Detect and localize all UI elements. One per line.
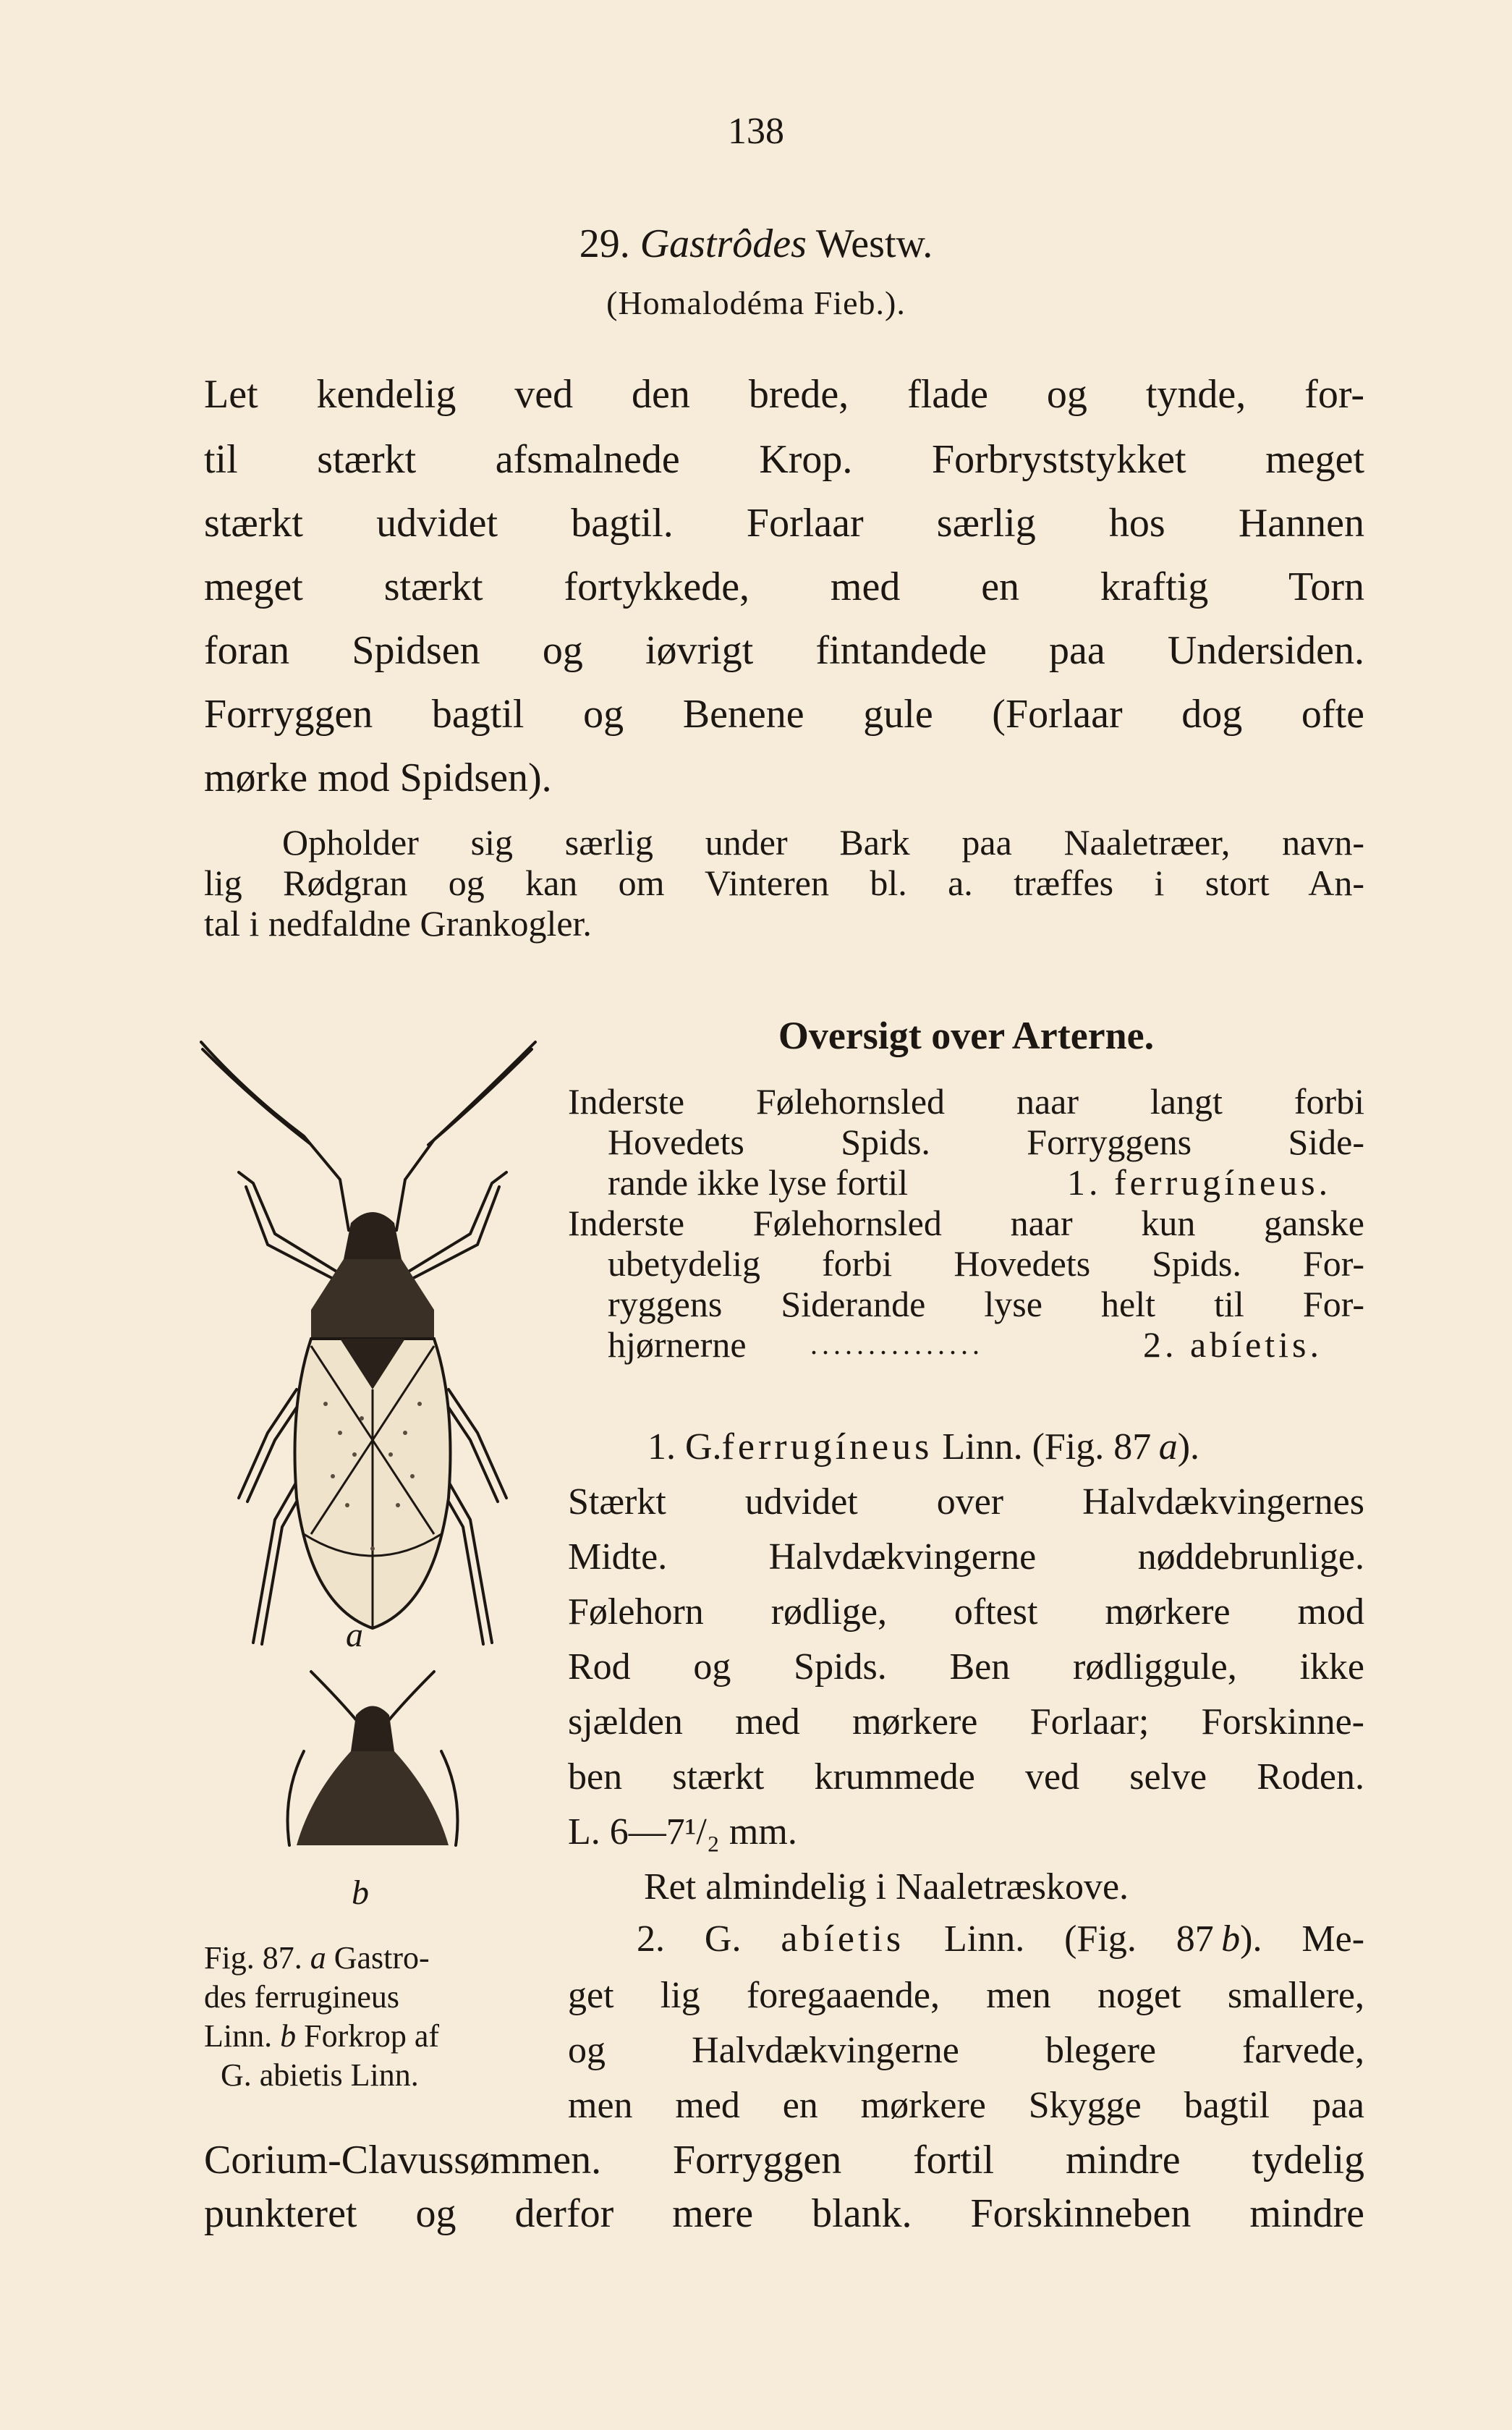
intro-line: Let kendelig ved den brede, flade og tynde, for- [204,372,1364,417]
species-2-line: get lig foregaaende, men noget smallere, [568,1975,1364,2016]
intro-line: foran Spidsen og iøvrigt fintandede paa Undersiden. [204,628,1364,673]
habitat-line: Opholder sig særlig under Bark paa Naaletræer, navn- [282,822,1364,863]
intro-line: meget stærkt fortykkede, med en kraftig Torn [204,564,1364,609]
key-line: Hovedets Spids. Forryggens Side- [608,1122,1364,1162]
figure-caption-line: des ferrugineus [204,1979,400,2015]
figure-caption-line: G. abietis Linn. [221,2057,419,2093]
key-line: Inderste Følehornsled naar langt forbi [568,1081,1364,1122]
intro-line: stærkt udvidet bagtil. Forlaar særlig hos Hannen [204,501,1364,546]
species-2-line: punkteret og derfor mere blank. Forskinneben mindre [204,2191,1364,2236]
habitat-line: tal i nedfaldne Grankogler. [204,903,592,944]
figure-87-illustration [195,1028,557,1925]
genus-name: Gastrôdes [640,221,807,266]
key-leader-dots: ............... [810,1328,984,1360]
key-line: rande ikke lyse fortil [608,1162,909,1203]
key-line: Inderste Følehornsled naar kun ganske [568,1203,1364,1243]
intro-line: til stærkt afsmalnede Krop. Forbryststykket meget [204,437,1364,482]
species-1-line: ben stærkt krummede ved selve Roden. [568,1756,1364,1798]
pronotum-a [311,1259,434,1339]
species-1-line: Følehorn rødlige, oftest mørkere mod [568,1591,1364,1633]
key-line: ryggens Siderande lyse helt til For- [608,1284,1364,1324]
key-line: hjørnerne [608,1324,747,1365]
intro-line: mørke mod Spidsen). [204,755,552,800]
genus-heading [0,221,1512,267]
species-2-line: men med en mørkere Skygge bagtil paa [568,2085,1364,2126]
head-b [351,1706,394,1752]
species-1-line: Midte. Halvdækvingerne nøddebrunlige. [568,1536,1364,1578]
figure-label-a: a [346,1616,363,1654]
pronotum-b [297,1751,449,1845]
overview-heading: Oversigt over Arterne. [778,1014,1155,1057]
key-result: 2. abíetis. [1143,1324,1323,1365]
page-number: 138 [728,111,784,152]
genus-author: Westw. [815,221,933,266]
head-a [344,1212,402,1259]
species-1-heading: 1. G.ferrugíneus Linn. (Fig. 87 a). [647,1426,1200,1468]
species-1-occurrence: Ret almindelig i Naaletræskove. [644,1866,1129,1908]
habitat-line: lig Rødgran og kan om Vinteren bl. a. træffes i stort An- [204,863,1364,903]
antenna-right [396,1042,535,1230]
key-result: 1. ferrugíneus. [1067,1162,1332,1203]
species-2-line: og Halvdækvingerne blegere farvede, [568,2030,1364,2071]
species-2-line: Corium-Clavussømmen. Forryggen fortil mindre tydelig [204,2138,1364,2183]
species-1-line: Rod og Spids. Ben rødliggule, ikke [568,1646,1364,1688]
species-1-line: Stærkt udvidet over Halvdækvingernes [568,1481,1364,1523]
figure-label-b: b [352,1874,369,1912]
genus-number: 29. [579,221,630,266]
figure-caption-line: Fig. 87. a Gastro- [204,1940,430,1976]
intro-line: Forryggen bagtil og Benene gule (Forlaar dog ofte [204,692,1364,737]
species-1-line: L. 6—7¹/₂ mm. [568,1811,797,1853]
species-2-heading: 2. G. abíetis Linn. (Fig. 87 b). Me- [637,1918,1365,1960]
genus-synonym: (Homalodéma Fieb.). [606,284,906,321]
species-1-line: sjælden med mørkere Forlaar; Forskinne- [568,1701,1364,1743]
key-line: ubetydelig forbi Hovedets Spids. For- [608,1243,1364,1284]
figure-caption-line: Linn. b Forkrop af [204,2018,440,2054]
